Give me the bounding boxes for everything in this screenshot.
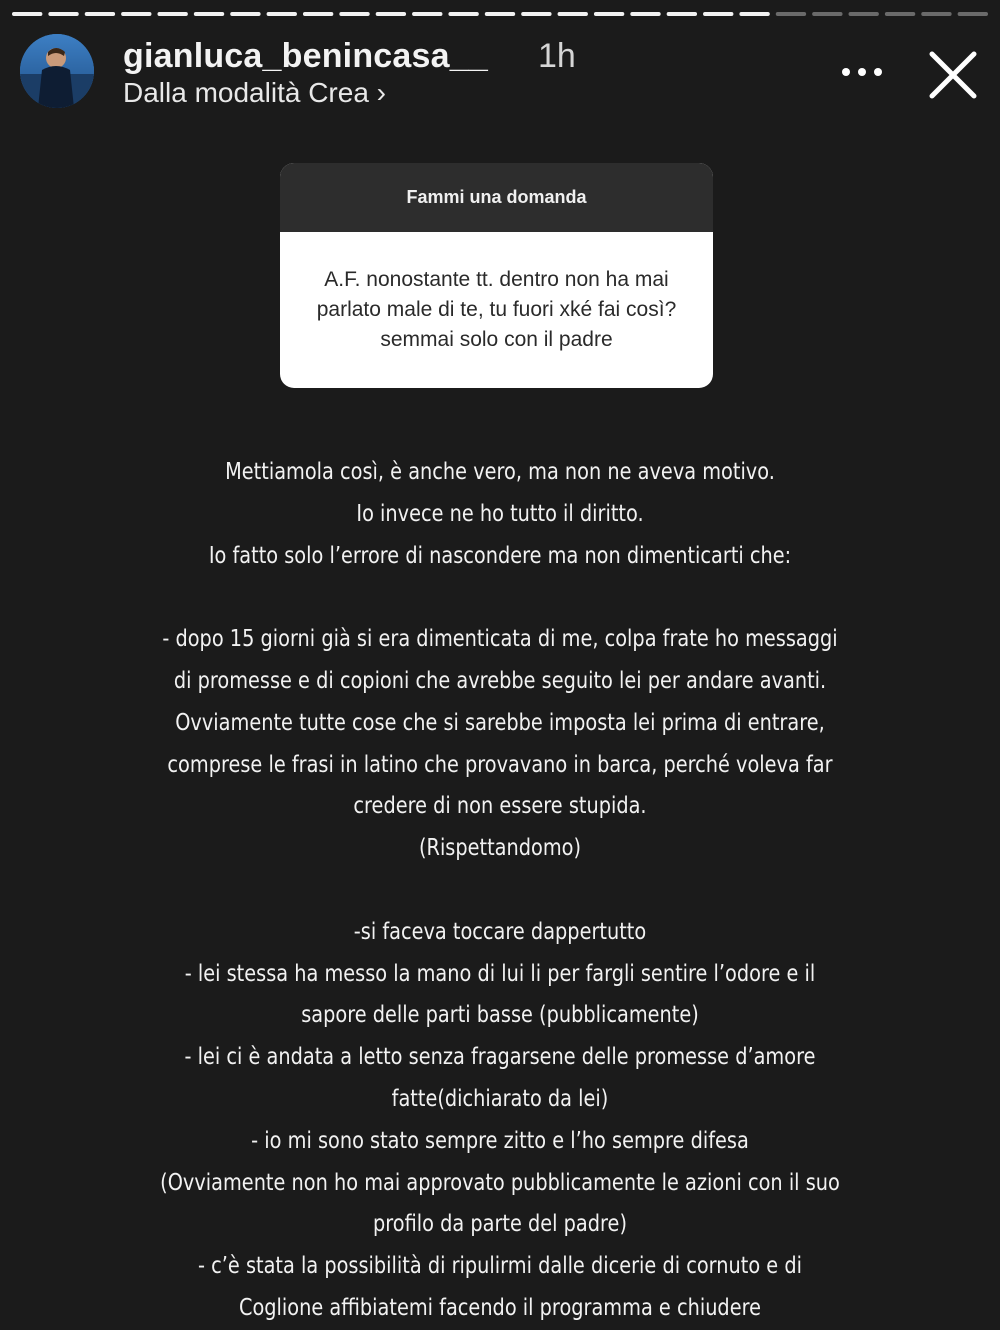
story-text-line: (Rispettandomo)	[418, 835, 582, 862]
story-text-line: (Ovviamente non ho mai approvato pubblicamente le azioni con il suo	[160, 1169, 840, 1196]
story-text-line: - io mi sono stato sempre zitto e l’ho sempre difesa	[251, 1127, 749, 1154]
progress-segment-unviewed	[885, 12, 915, 16]
story-text-line: Ovviamente tutte cose che si sarebbe imposta lei prima di entrare,	[175, 709, 825, 736]
story-text-line: Io invece ne ho tutto il diritto.	[356, 500, 644, 527]
profile-photo-icon	[20, 34, 94, 108]
story-text-line: Coglione affibiatemi facendo il programma e chiudere	[238, 1294, 762, 1321]
story-text-line: profilo da parte del padre)	[373, 1211, 627, 1238]
progress-segment-viewed	[667, 12, 697, 16]
progress-segment-unviewed	[776, 12, 806, 16]
story-text-block	[114, 452, 887, 1330]
create-mode-link[interactable]: Dalla modalità Crea ›	[123, 77, 386, 108]
progress-segment-viewed	[558, 12, 588, 16]
question-sticker[interactable]	[280, 163, 713, 388]
close-button[interactable]	[922, 44, 984, 106]
progress-segment-viewed	[157, 12, 187, 16]
progress-segment-viewed	[194, 12, 224, 16]
progress-segment-viewed	[339, 12, 369, 16]
close-icon	[922, 44, 984, 106]
progress-segment-viewed	[230, 12, 260, 16]
story-text-line: sapore delle parti basse (pubblicamente)	[301, 1002, 699, 1029]
progress-segment-viewed	[267, 12, 297, 16]
progress-segment-viewed	[703, 12, 733, 16]
story-text-line: - dopo 15 giorni già si era dimenticata di me, colpa frate ho messaggi	[162, 626, 838, 653]
question-sticker-text: A.F. nonostante tt. dentro non ha mai parlato male di te, tu fuori xké fai così?semmai solo con il padre	[316, 268, 677, 351]
progress-segment-viewed	[448, 12, 478, 16]
progress-segment-unviewed	[849, 12, 879, 16]
story-header	[20, 34, 980, 114]
story-text-line: - lei ci è andata a letto senza fragarsene delle promesse d’amore	[184, 1044, 816, 1071]
progress-segment-viewed	[485, 12, 515, 16]
question-sticker-title: Fammi una domanda	[280, 163, 713, 232]
progress-segment-unviewed	[812, 12, 842, 16]
progress-segment-viewed	[376, 12, 406, 16]
post-timestamp: 1h	[538, 37, 576, 75]
story-text-line	[114, 577, 887, 619]
story-progress-bar	[12, 8, 988, 20]
story-progress-segments	[12, 8, 988, 20]
progress-segment-viewed	[12, 12, 42, 16]
story-text-line: Mettiamola così, è anche vero, ma non ne aveva motivo.	[225, 459, 775, 485]
progress-segment-viewed	[85, 12, 115, 16]
progress-segment-viewed	[121, 12, 151, 16]
progress-segment-viewed	[48, 12, 78, 16]
progress-segment-viewed	[521, 12, 551, 16]
more-options-button[interactable]	[835, 52, 889, 92]
more-horizontal-icon	[835, 52, 889, 92]
progress-segment-viewed	[594, 12, 624, 16]
progress-segment-viewed	[412, 12, 442, 16]
username[interactable]: gianluca_benincasa__	[123, 37, 488, 75]
progress-segment-unviewed	[958, 12, 988, 16]
story-text-line: comprese le frasi in latino che provavano in barca, perché voleva far	[167, 751, 833, 778]
story-text-line: Io fatto solo l’errore di nascondere ma non dimenticarti che:	[208, 542, 792, 569]
story-text-line: fatte(dichiarato da lei)	[391, 1085, 609, 1112]
story-text-line: di promesse e di copioni che avrebbe seguito lei per andare avanti.	[173, 667, 827, 694]
progress-segment-viewed	[630, 12, 660, 16]
story-text-line: credere di non essere stupida.	[353, 793, 647, 820]
story-text-line: - lei stessa ha messo la mano di lui li per fargli sentire l’odore e il	[184, 960, 816, 987]
progress-segment-unviewed	[921, 12, 951, 16]
story-text-line	[114, 870, 887, 912]
story-text-line: - c’è stata la possibilità di ripulirmi dalle dicerie di cornuto e di	[198, 1253, 802, 1280]
avatar[interactable]	[20, 34, 94, 108]
story-text-line: -si faceva toccare dappertutto	[353, 918, 647, 945]
progress-segment-viewed	[739, 12, 769, 16]
progress-segment-viewed	[303, 12, 333, 16]
